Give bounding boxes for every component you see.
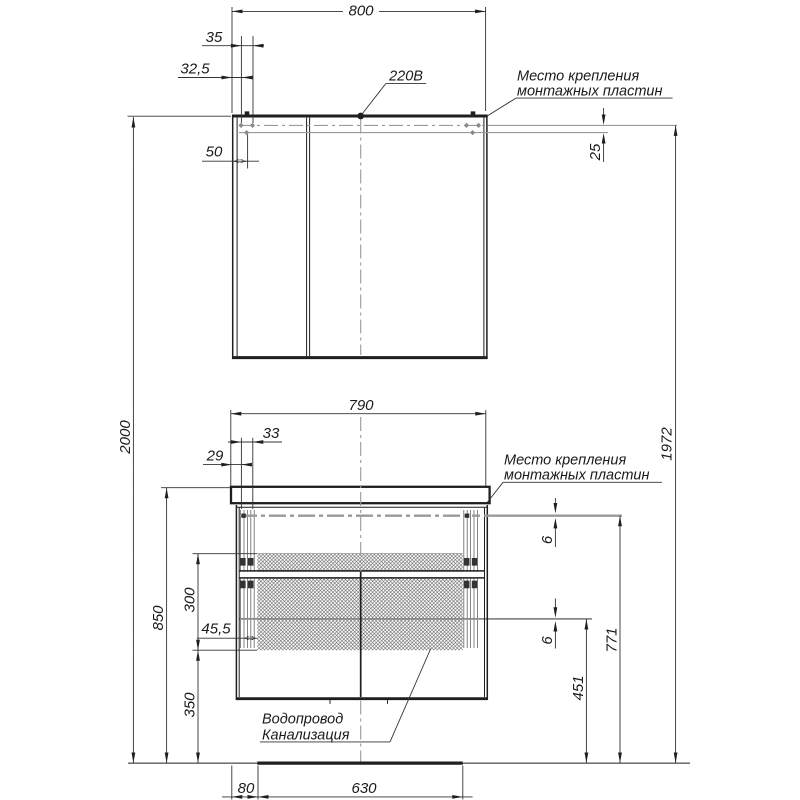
dimension-texts bbox=[117, 3, 676, 797]
mounting-plates-label-bottom-line1: Место крепления bbox=[504, 452, 627, 469]
drawer-joint-band bbox=[239, 572, 485, 578]
mirror-cabinet-sides bbox=[233, 115, 487, 359]
power-outlet-dot bbox=[357, 113, 364, 120]
dim-850: 850 bbox=[150, 605, 167, 631]
vanity-bottom-ticks bbox=[330, 700, 388, 704]
plumbing-label-line1: Водопровод bbox=[262, 711, 344, 728]
dimension-arrowheads bbox=[132, 10, 678, 799]
dim-800: 800 bbox=[348, 2, 374, 20]
dim-2000: 2000 bbox=[117, 420, 134, 454]
dim-6-bottom: 6 bbox=[538, 636, 556, 645]
dim-33: 33 bbox=[262, 424, 280, 442]
dim-25: 25 bbox=[587, 143, 604, 161]
mounting-plates-label-bottom-line2: монтажных пластин bbox=[504, 467, 650, 484]
dim-6-top: 6 bbox=[538, 535, 556, 545]
mirror-cabinet-view bbox=[232, 111, 677, 359]
dim-300: 300 bbox=[181, 587, 199, 613]
dim-771: 771 bbox=[603, 627, 621, 653]
mirror-cabinet-top-bottom-edges bbox=[232, 116, 488, 358]
dim-35: 35 bbox=[205, 29, 223, 46]
dim-45-5: 45,5 bbox=[201, 620, 231, 638]
dim-29: 29 bbox=[206, 447, 224, 465]
dim-451: 451 bbox=[569, 675, 587, 701]
dim-350: 350 bbox=[181, 692, 199, 718]
dim-790: 790 bbox=[348, 396, 374, 414]
dim-80: 80 bbox=[237, 779, 255, 797]
mounting-plate-diamond-markers bbox=[238, 123, 481, 135]
dim-630: 630 bbox=[351, 779, 377, 797]
plumbing-label-line2: Канализация bbox=[262, 727, 350, 744]
dim-32-5: 32,5 bbox=[180, 60, 210, 78]
dim-50: 50 bbox=[205, 143, 223, 161]
mounting-plates-label-top-line2: монтажных пластин bbox=[517, 83, 663, 100]
dim-1972: 1972 bbox=[658, 427, 676, 461]
mounting-plates-label-top-line1: Место крепления bbox=[517, 68, 640, 85]
mirror-mounting-reference-lines bbox=[239, 125, 677, 132]
power-label: 220В bbox=[389, 68, 423, 85]
